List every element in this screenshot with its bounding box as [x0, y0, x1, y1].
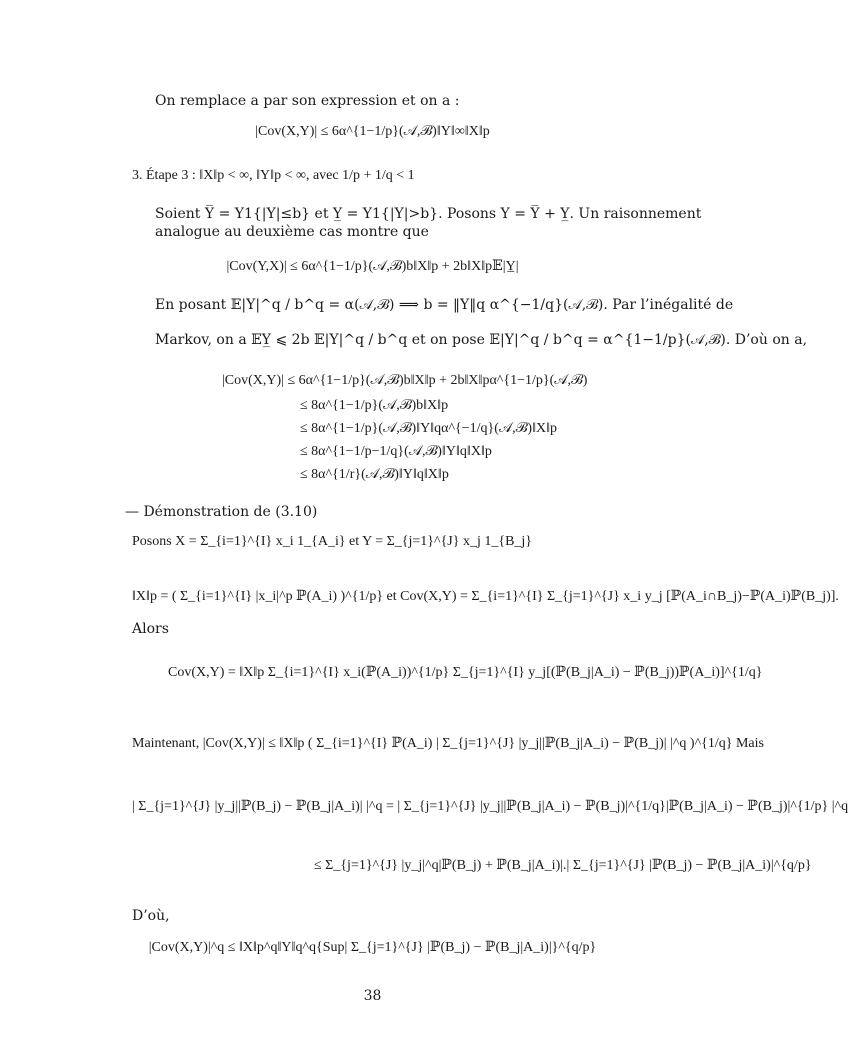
step-heading: 3. Étape 3 : ‖X‖p < ∞, ‖Y‖p < ∞, avec 1/p + 1/q < 1: [132, 168, 415, 183]
text-line: On remplace a par son expression et on a :: [155, 93, 460, 109]
text-line: Alors: [132, 621, 169, 637]
equation: |Cov(X,Y)|^q ≤ ‖X‖p^q‖Y‖q^q{Sup| Σ_{j=1}^{J} |ℙ(B_j) − ℙ(B_j|A_i)|}^{q/p}: [148, 940, 597, 955]
equation: Cov(X,Y) = ‖X‖p Σ_{i=1}^{I} x_i(ℙ(A_i))^{1/p} Σ_{j=1}^{I} y_j[(ℙ(B_j|A_i) − ℙ(B_j))ℙ(A_i)]^{1/q}: [168, 665, 763, 680]
text-line: En posant 𝔼|Y|^q / b^q = α(𝒜,ℬ) ⟹ b = ‖Y‖q α^{−1/q}(𝒜,ℬ). Par l’inégalité de: [155, 297, 734, 313]
text-line: Markov, on a 𝔼Y̲ ⩽ 2b 𝔼|Y|^q / b^q et on pose 𝔼|Y|^q / b^q = α^{1−1/p}(𝒜,ℬ). D’où on a,: [155, 332, 808, 348]
equation: ≤ 8α^{1−1/p−1/q}(𝒜,ℬ)‖Y‖q‖X‖p: [300, 444, 492, 459]
text-line: D’où,: [132, 908, 170, 924]
text-line: analogue au deuxième cas montre que: [155, 224, 429, 240]
page-number: 38: [363, 988, 382, 1004]
equation: | Σ_{j=1}^{J} |y_j||ℙ(B_j) − ℙ(B_j|A_i)| |^q = | Σ_{j=1}^{J} |y_j||ℙ(B_j|A_i) − ℙ(B_j)|^{1/q}|ℙ(B_j|A_i) − ℙ(B_j)|^{1/p} |^q: [132, 799, 848, 814]
text-line: Posons X = Σ_{i=1}^{I} x_i 1_{A_i} et Y = Σ_{j=1}^{J} x_j 1_{B_j}: [132, 534, 533, 549]
equation: ≤ 8α^{1/r}(𝒜,ℬ)‖Y‖q‖X‖p: [300, 467, 449, 482]
equation: ≤ 8α^{1−1/p}(𝒜,ℬ)‖Y‖qα^{−1/q}(𝒜,ℬ)‖X‖p: [300, 421, 558, 436]
equation: |Cov(X,Y)| ≤ 6α^{1−1/p}(𝒜,ℬ)b‖X‖p + 2b‖X‖pα^{1−1/p}(𝒜,ℬ): [222, 373, 588, 388]
text-line: ‖X‖p = ( Σ_{i=1}^{I} |x_i|^p ℙ(A_i) )^{1/p} et Cov(X,Y) = Σ_{i=1}^{I} Σ_{j=1}^{J} x_i y_j [ℙ(A_i∩B_j)−ℙ(A_i)ℙ(B_j)].: [132, 589, 839, 604]
equation: |Cov(Y,X)| ≤ 6α^{1−1/p}(𝒜,ℬ)b‖X‖p + 2b‖X‖p𝔼|Y̲|: [226, 259, 519, 274]
equation: ≤ 8α^{1−1/p}(𝒜,ℬ)b‖X‖p: [300, 398, 449, 413]
text-line: Maintenant, |Cov(X,Y)| ≤ ‖X‖p ( Σ_{i=1}^{I} ℙ(A_i) | Σ_{j=1}^{J} |y_j||ℙ(B_j|A_i) − ℙ(B_j)| |^q )^{1/q} Mais: [132, 736, 764, 751]
section-heading: — Démonstration de (3.10): [125, 504, 318, 520]
equation: |Cov(X,Y)| ≤ 6α^{1−1/p}(𝒜,ℬ)‖Y‖∞‖X‖p: [255, 124, 490, 139]
equation: ≤ Σ_{j=1}^{J} |y_j|^q|ℙ(B_j) + ℙ(B_j|A_i)|.| Σ_{j=1}^{J} |ℙ(B_j) − ℙ(B_j|A_i)|^{q/p}: [314, 858, 812, 873]
text-line: Soient Y̅ = Y1{|Y|≤b} et Y̲ = Y1{|Y|>b}. Posons Y = Y̅ + Y̲. Un raisonnement: [155, 206, 702, 222]
